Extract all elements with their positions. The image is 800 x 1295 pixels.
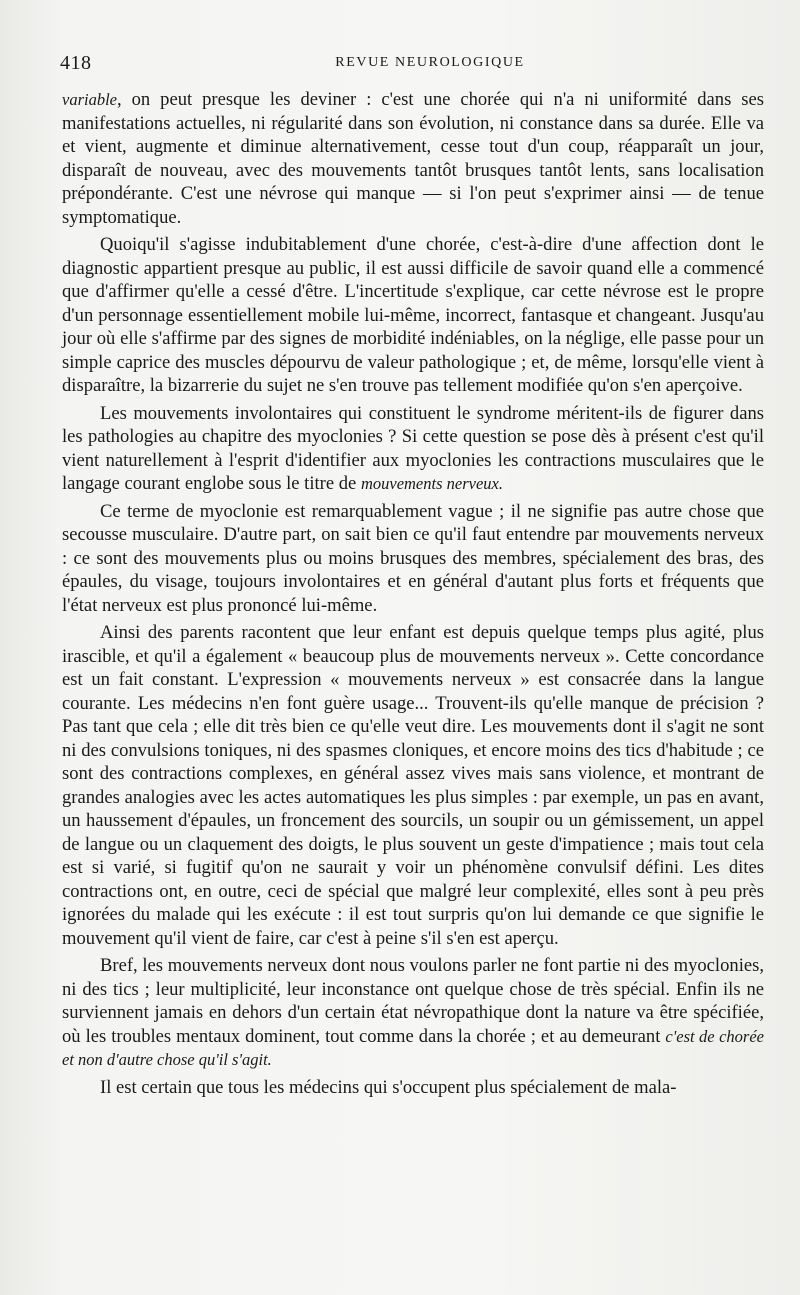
paragraph-3 — [62, 402, 764, 496]
paragraph-2: Quoiqu'il s'agisse indubitablement d'une chorée, c'est-à-dire d'une affection dont le diagnostic appartient presque au public, il est aussi difficile de savoir quand elle a commencé que d'affirmer qu'elle a cessé d'être. L'incertitude s'explique, car cette névrose est le propre d'un personnage essentiellement mobile lui-même, incorrect, fantasque et changeant. Jusqu'au jour où elle s'affirme par des signes de morbidité indéniables, on la néglige, elle passe pour un simple caprice des muscles dépourvu de valeur pathologique ; et, de même, lorsqu'elle vient à disparaître, la bizarrerie du sujet ne s'en trouve pas tellement modifiée qu'on s'en aperçoive. — [62, 234, 764, 396]
paragraph-7: Il est certain que tous les médecins qui s'occupent plus spécialement de mala- — [100, 1076, 677, 1098]
paragraph-1-lead-italic: variable — [62, 90, 117, 109]
paragraph-6-text: Bref, les mouvements nerveux dont nous voulons parler ne font partie ni des myoclonies, ni des tics ; leur multiplicité, leur inconstance ont quelque chose de très spécial. Enfin ils ne surviennent jamais en dehors d'un certain état névropathique dont la nature va être spécifiée, où les troubles mentaux dominent, tout comme dans la chorée ; et au demeurant — [62, 955, 764, 1047]
paragraph-4: Ce terme de myoclonie est remarquablement vague ; il ne signifie pas autre chose que secousse musculaire. D'autre part, on sait bien ce qu'il faut entendre par mouvements nerveux : ce sont des mouvements plus ou moins brusques des membres, spécialement des bras, des épaules, du visage, toujours involontaires et en général d'autant plus forts et fréquents que l'état nerveux est plus prononcé lui-même. — [62, 500, 764, 616]
body-text — [62, 88, 764, 1099]
paragraph-5: Ainsi des parents racontent que leur enfant est depuis quelque temps plus agité, plus irascible, et qu'il a également « beaucoup plus de mouvements nerveux ». Cette concordance est un fait constant. L'expression « mouvements nerveux » est consacrée dans la langue courante. Les médecins n'en font guère usage... Trouvent-ils qu'elle manque de précision ? Pas tant que cela ; elle dit très bien ce qu'elle veut dire. Les mouvements dont il s'agit ne sont ni des convulsions toniques, ni des spasmes cloniques, et encore moins des tics d'habitude ; ce sont des contractions complexes, en général assez vives mais sans violence, et montrant de grandes analogies avec les actes automatiques les plus simples : par exemple, un pas en avant, un haussement d'épaules, un froncement des sourcils, un soupir ou un gémissement, un appel de langue ou un claquement des doigts, le plus souvent un geste d'impatience ; mais tout cela est si varié, si fugitif qu'on ne saurait y voir un phénomène convulsif défini. Les dites contractions ont, en outre, ceci de spécial que malgré leur complexité, elles sont à peu près ignorées du malade qui les exécute : il est tout surpris qu'on lui demande ce que signifie le mouvement qu'il vient de faire, car c'est à peine s'il s'en est aperçu. — [62, 622, 764, 949]
page-number: 418 — [60, 52, 92, 74]
paragraph-1-text: , on peut presque les deviner : c'est une chorée qui n'a ni uniformité dans ses manifestations actuelles, ni régularité dans son évolution, ni constance dans sa durée. Elle va et vient, augmente et diminue alternativement, cesse tout d'un coup, réapparaît un jour, disparaît de nouveau, avec des mouvements tantôt brusques tantôt lents, sans localisation prépondérante. C'est une névrose qui manque — si l'on peut s'exprimer ainsi — de tenue symptomatique. — [62, 89, 764, 228]
paragraph-6 — [62, 954, 764, 1072]
paragraph-1 — [62, 88, 764, 229]
paragraph-6-trail-italic: c'est de chorée et non d'autre chose qu'il s'agit. — [62, 1026, 764, 1069]
journal-title: REVUE NEUROLOGIQUE — [335, 55, 525, 70]
running-head — [60, 52, 760, 80]
paragraph-3-text: Les mouvements involontaires qui constituent le syndrome méritent-ils de figurer dans les pathologies au chapitre des myoclonies ? Si cette question se pose dès à présent c'est qu'il vient naturellement à l'esprit d'identifier aux myoclonies les contractions musculaires que le langage courant englobe sous le titre de — [62, 402, 764, 494]
paragraph-3-trail-italic: mouvements nerveux. — [360, 474, 503, 493]
